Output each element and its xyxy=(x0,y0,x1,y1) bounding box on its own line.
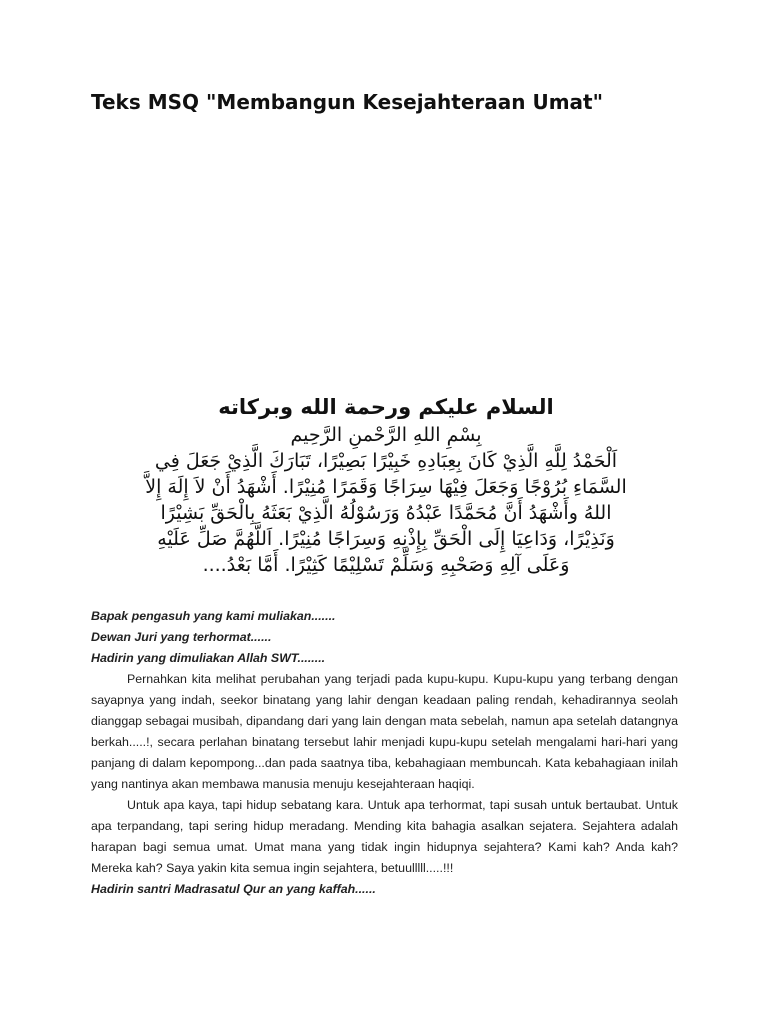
document-title: Teks MSQ "Membangun Kesejahteraan Umat" xyxy=(91,90,604,114)
arabic-basmalah: بِسْمِ اللهِ الرَّحْمنِ الرَّحِيم xyxy=(290,424,482,446)
paragraph: Untuk apa kaya, tapi hidup sebatang kara. Untuk apa terhormat, tapi susah untuk bertaubat. Untuk apa terpandang, tapi sering hidup meradang. Mending kita bahagia asalkan sejatera. Sejahtera adalah harapan bagi semua umat. Umat mana yang tidak ingin hidupnya sejahtera? Kami kah? Anda kah? Mereka kah? Saya yakin kita semua ingin sejahtera, betuulllll.....!!! xyxy=(91,798,678,875)
arabic-opening xyxy=(80,392,692,578)
arabic-line: وَنَذِيْرًا، وَدَاعِيَا إِلَى الْحَقِّ بِإِذْنِهِ وَسِرَاجًا مُنِيْرًا. اَللَّهُمَّ صَلِّ عَلَيْهِ xyxy=(157,528,615,550)
arabic-line: السَّمَاءِ بُرُوْجًا وَجَعَلَ فِيْهَا سِرَاجًا وَقَمَرًا مُنِيْرًا. أَشْهَدُ أَنْ لاَ إِلَهَ إِلاَّ xyxy=(145,476,627,498)
arabic-line: اللهُ وأَشْهَدُ أَنَّ مُحَمَّدًا عَبْدُهُ وَرَسُوْلُهُ الَّذِيْ بَعَثَهُ بِالْحَقِّ بَشِيْرًا xyxy=(160,502,612,524)
greeting-line: Dewan Juri yang terhormat...... xyxy=(91,630,272,644)
arabic-line: اَلْحَمْدُ لِلَّهِ الَّذِيْ كَانَ بِعِبَادِهِ خَبِيْرًا بَصِيْرًا، تَبَارَكَ الَّذِيْ جَعَلَ فِي xyxy=(154,450,618,472)
greeting-line: Bapak pengasuh yang kami muliakan....... xyxy=(91,609,336,623)
arabic-line: وَعَلَى آلِهِ وَصَحْبِهِ وَسَلِّمْ تَسْلِيْمًا كَثِيْرًا. أَمَّا بَعْدُ.... xyxy=(202,554,570,576)
greeting-line: Hadirin santri Madrasatul Qur an yang kaffah...... xyxy=(91,882,376,896)
paragraph: Pernahkan kita melihat perubahan yang terjadi pada kupu-kupu. Kupu-kupu yang terbang dengan sayapnya yang indah, seekor binatang yang lahir dengan keadaan paling rendah, kehadirannya seolah dianggap sebagai musibah, dipandang dari yang lain dengan mata sebelah, namun apa setelah datangnya berkah.....!, secara perlahan binatang tersebut lahir menjadi kupu-kupu setelah mengalami hari-hari yang panjang di dalam kepompong...dan pada saatnya tiba, kebahagiaan membuncah. Kata kebahagiaan inilah yang nantinya akan membawa manusia menuju kesejahteraan haqiqi. xyxy=(91,672,678,791)
arabic-salam: السلام عليكم ورحمة الله وبركاته xyxy=(218,395,554,419)
speech-body xyxy=(91,606,678,900)
greeting-line: Hadirin yang dimuliakan Allah SWT........ xyxy=(91,651,326,665)
